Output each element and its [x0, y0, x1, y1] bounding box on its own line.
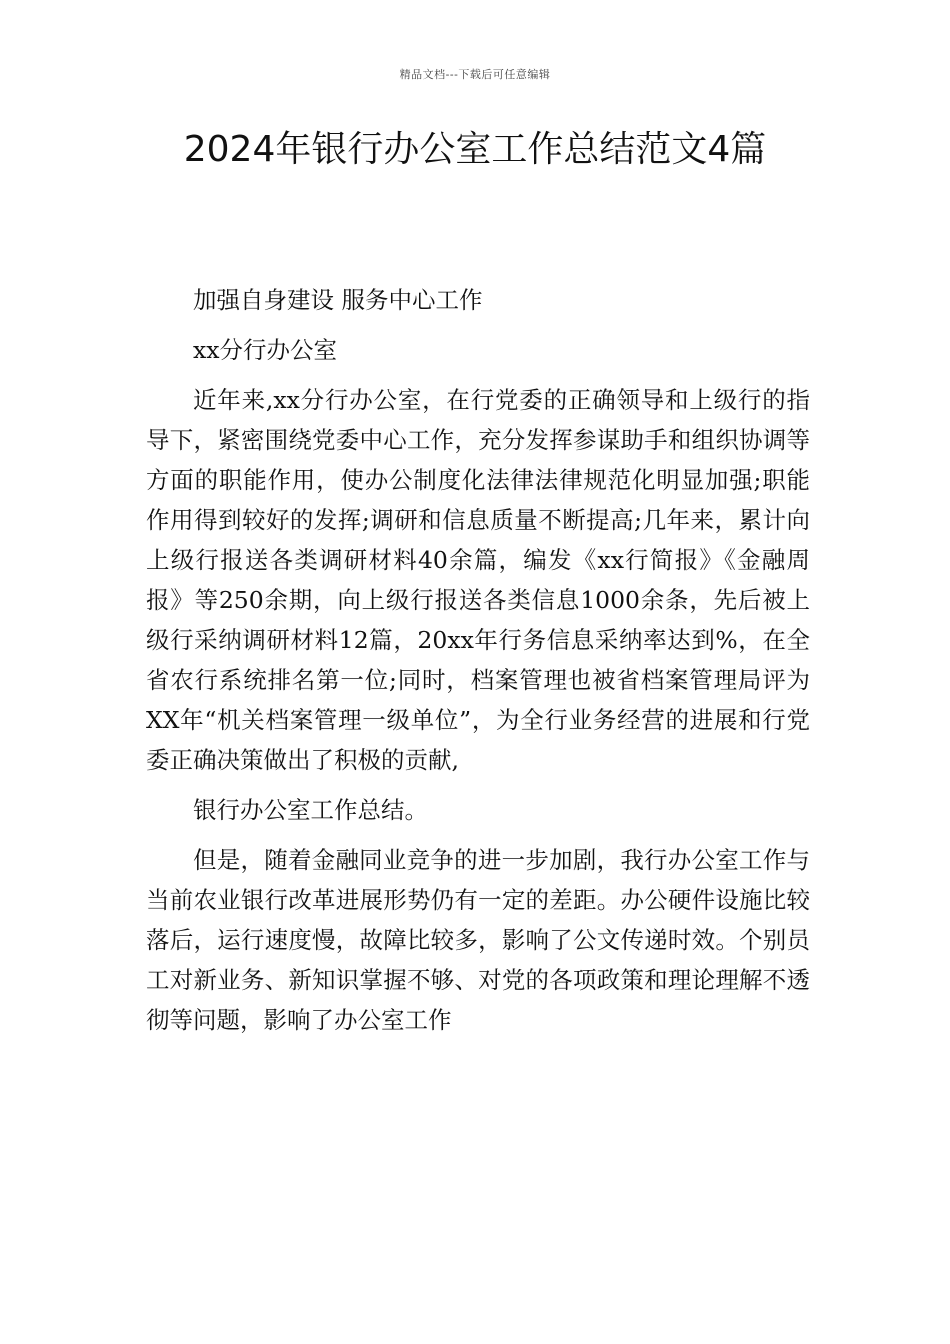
section-author: xx分行办公室 — [193, 336, 338, 364]
body-paragraph-1: 近年来,xx分行办公室，在行党委的正确领导和上级行的指导下，紧密围绕党委中心工作，充分发挥参谋助手和组织协调等方面的职能作用，使办公制度化法律法律规范化明显加强;职能作用得到较好的发挥;调研和信息质量不断提高;几年来，累计向上级行报送各类调研材料40余篇，编发《xx行简报》《金融周报》等250余期，向上级行报送各类信息1000余条，先后被上级行采纳调研材料12篇，20xx年行务信息采纳率达到%，在全省农行系统排名第一位;同时，档案管理也被省档案管理局评为XX年“机关档案管理一级单位”，为全行业务经营的进展和行党委正确决策做出了积极的贡献, — [146, 386, 810, 774]
document-body — [146, 280, 810, 1050]
section-heading: 加强自身建设 服务中心工作 — [193, 286, 483, 314]
document-title: 2024年银行办公室工作总结范文4篇 — [183, 129, 767, 170]
body-paragraph-2: 银行办公室工作总结。 — [193, 796, 428, 824]
body-paragraph-3: 但是，随着金融同业竞争的进一步加剧，我行办公室工作与当前农业银行改革进展形势仍有一定的差距。办公硬件设施比较落后，运行速度慢，故障比较多，影响了公文传递时效。个别员工对新业务、新知识掌握不够、对党的各项政策和理论理解不透彻等问题，影响了办公室工作 — [146, 846, 810, 1034]
page-header-note: 精品文档---下载后可任意编辑 — [399, 68, 551, 81]
